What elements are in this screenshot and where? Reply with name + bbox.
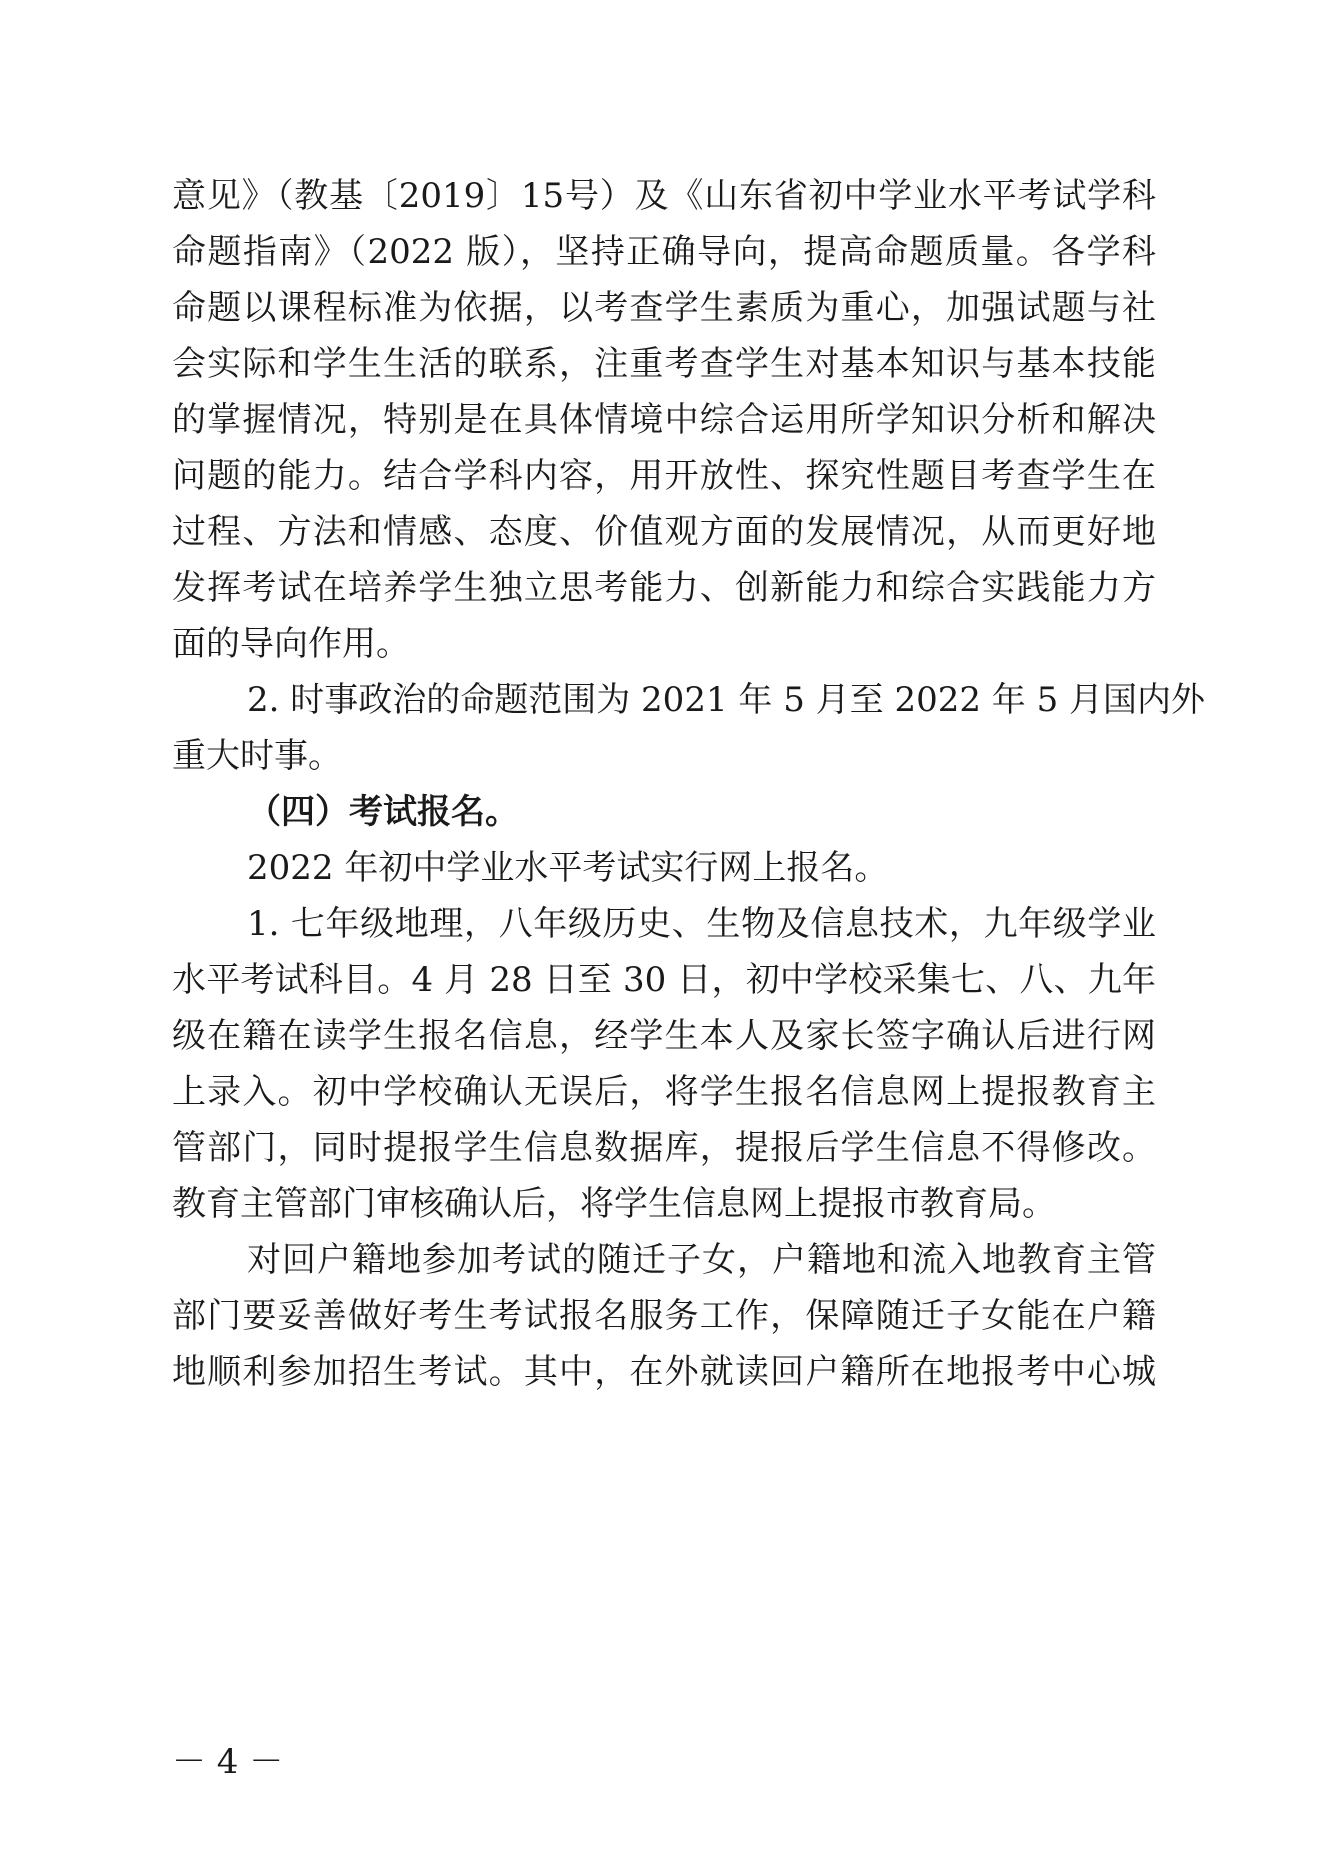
text-line: 命题指南》（2022 版），坚持正确导向，提高命题质量。各学科 [172,232,1156,272]
text-line: 重大时事。 [172,736,342,776]
text-line: 地顺利参加招生考试。其中，在外就读回户籍所在地报考中心城 [172,1352,1156,1392]
text-line: 发挥考试在培养学生独立思考能力、创新能力和综合实践能力方 [172,568,1156,608]
text-line: 上录入。初中学校确认无误后，将学生报名信息网上提报教育主 [172,1072,1156,1112]
text-line: 面的导向作用。 [172,624,410,664]
text-line: 2. 时事政治的命题范围为 2021 年 5 月至 2022 年 5 月国内外 [247,680,1206,720]
text-line: 水平考试科目。4 月 28 日至 30 日，初中学校采集七、八、九年 [172,960,1156,1000]
text-line: 部门要妥善做好考生考试报名服务工作，保障随迁子女能在户籍 [172,1296,1156,1336]
page-number: － 4 － [172,1742,284,1782]
text-line: 对回户籍地参加考试的随迁子女，户籍地和流入地教育主管 [247,1240,1156,1280]
text-line: 的掌握情况，特别是在具体情境中综合运用所学知识分析和解决 [172,400,1156,440]
text-line: 过程、方法和情感、态度、价值观方面的发展情况，从而更好地 [172,512,1156,552]
text-line: 2022 年初中学业水平考试实行网上报名。 [247,848,889,888]
text-line: 意见》（教基〔2019〕15号）及《山东省初中学业水平考试学科 [172,176,1156,216]
section-heading: （四）考试报名。 [247,792,519,832]
text-line: 教育主管部门审核确认后，将学生信息网上提报市教育局。 [172,1184,1056,1224]
text-line: 问题的能力。结合学科内容，用开放性、探究性题目考查学生在 [172,456,1156,496]
text-line: 管部门，同时提报学生信息数据库，提报后学生信息不得修改。 [172,1128,1156,1168]
text-line: 1. 七年级地理，八年级历史、生物及信息技术，九年级学业 [247,904,1156,944]
text-line: 会实际和学生生活的联系，注重考查学生对基本知识与基本技能 [172,344,1156,384]
text-line: 级在籍在读学生报名信息，经学生本人及家长签字确认后进行网 [172,1016,1156,1056]
text-line: 命题以课程标准为依据，以考查学生素质为重心，加强试题与社 [172,288,1156,328]
